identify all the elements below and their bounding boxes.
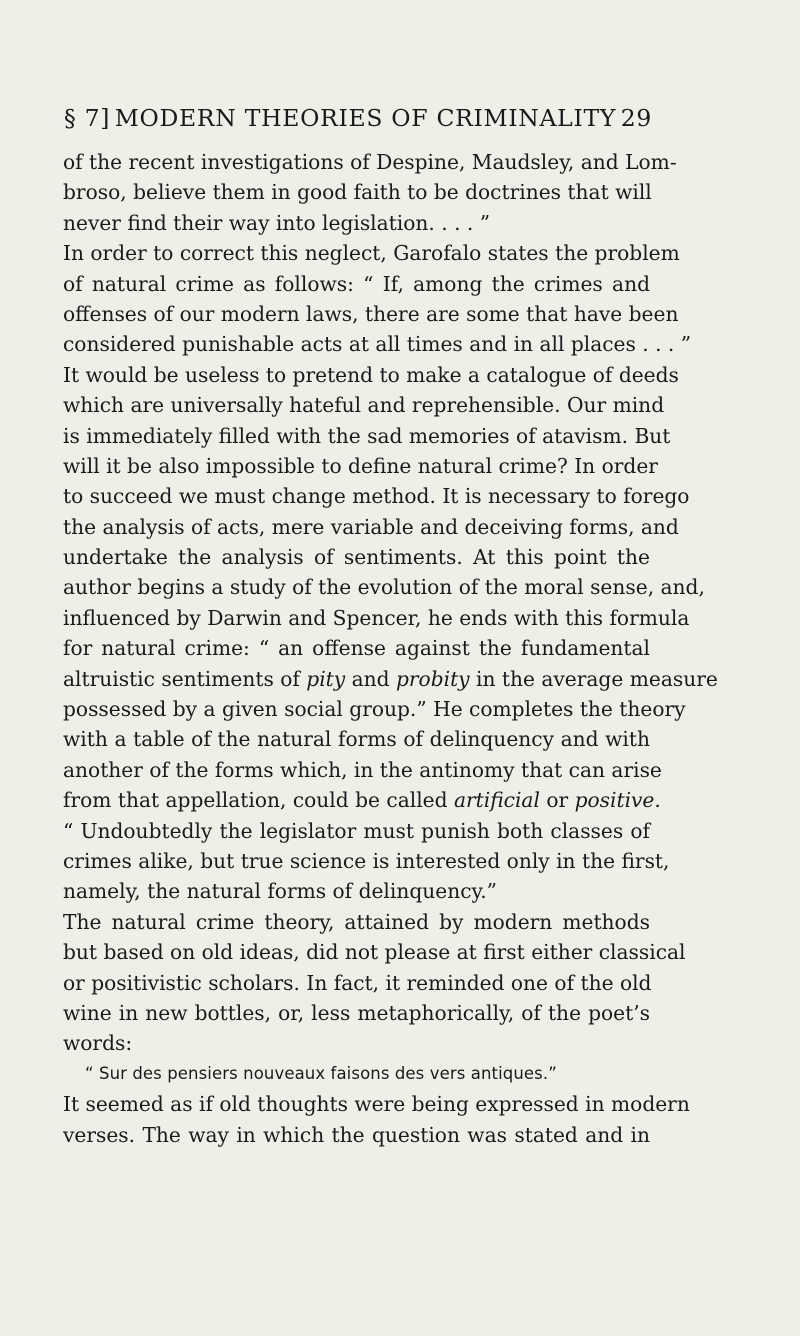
- french-quotation: “ Sur des pensiers nouveaux faisons des vers antiques.”: [85, 1063, 557, 1083]
- text-line: words:: [63, 1031, 133, 1056]
- text-line: It would be useless to pretend to make a catalogue of deeds: [63, 362, 679, 387]
- body-text: [63, 147, 718, 1150]
- text-line: influenced by Darwin and Spencer, he ends with this formula: [63, 605, 690, 630]
- text-span: and: [345, 666, 396, 691]
- section-marker: § 7]: [64, 104, 111, 132]
- text-line: possessed by a given social group.” He completes the theory: [63, 697, 686, 722]
- text-line: with a table of the natural forms of delinquency and with: [63, 727, 650, 752]
- running-title: MODERN THEORIES OF CRIMINALITY: [114, 104, 617, 132]
- text-line: crimes alike, but true science is interested only in the first,: [63, 848, 670, 873]
- text-line: broso, believe them in good faith to be doctrines that will: [63, 180, 652, 205]
- text-line: offenses of our modern laws, there are some that have been: [63, 301, 679, 326]
- text-line: considered punishable acts at all times and in all places . . . ”: [63, 332, 692, 357]
- italic-artificial: artificial: [453, 788, 540, 813]
- text-line: It seemed as if old thoughts were being expressed in modern: [63, 1092, 690, 1117]
- italic-pity: pity: [306, 666, 346, 691]
- text-line: for natural crime: “ an offense against the fundamental: [63, 636, 650, 661]
- text-line: “ Undoubtedly the legislator must punish both classes of: [63, 818, 650, 843]
- text-line: In order to correct this neglect, Garofalo states the problem: [63, 241, 680, 266]
- text-line: verses. The way in which the question was stated and in: [63, 1122, 650, 1147]
- text-span: in the average measure: [469, 666, 718, 691]
- page-number: 29: [620, 104, 652, 132]
- text-line: namely, the natural forms of delinquency.”: [63, 879, 497, 904]
- text-line: to succeed we must change method. It is necessary to forego: [63, 484, 690, 509]
- text-span: or: [539, 788, 575, 813]
- text-line: which are universally hateful and reprehensible. Our mind: [63, 393, 665, 418]
- text-span: altruistic sentiments of: [63, 666, 307, 691]
- text-line: another of the forms which, in the antinomy that can arise: [63, 757, 662, 782]
- text-line-pity: [63, 664, 718, 694]
- text-line: undertake the analysis of sentiments. At this point the: [63, 545, 650, 570]
- italic-probity: probity: [395, 666, 470, 691]
- italic-positive: positive.: [574, 788, 661, 813]
- text-line: the analysis of acts, mere variable and deceiving forms, and: [63, 514, 679, 539]
- text-line: will it be also impossible to define natural crime? In order: [63, 453, 658, 478]
- text-line: The natural crime theory, attained by modern methods: [63, 909, 650, 934]
- text-line: or positivistic scholars. In fact, it reminded one of the old: [63, 970, 652, 995]
- text-line: of natural crime as follows: “ If, among the crimes and: [63, 271, 650, 296]
- text-line: is immediately filled with the sad memories of atavism. But: [63, 423, 671, 448]
- text-line: author begins a study of the evolution of the moral sense, and,: [63, 575, 705, 600]
- running-header: [64, 104, 652, 134]
- text-line: of the recent investigations of Despine, Maudsley, and Lom-: [63, 150, 677, 174]
- text-line: never find their way into legislation. . . . ”: [63, 210, 491, 235]
- text-line-artificial: [63, 785, 661, 815]
- text-line: but based on old ideas, did not please at first either classical: [63, 940, 686, 965]
- text-line: wine in new bottles, or, less metaphorically, of the poet’s: [63, 1000, 650, 1025]
- text-span: from that appellation, could be called: [63, 788, 454, 813]
